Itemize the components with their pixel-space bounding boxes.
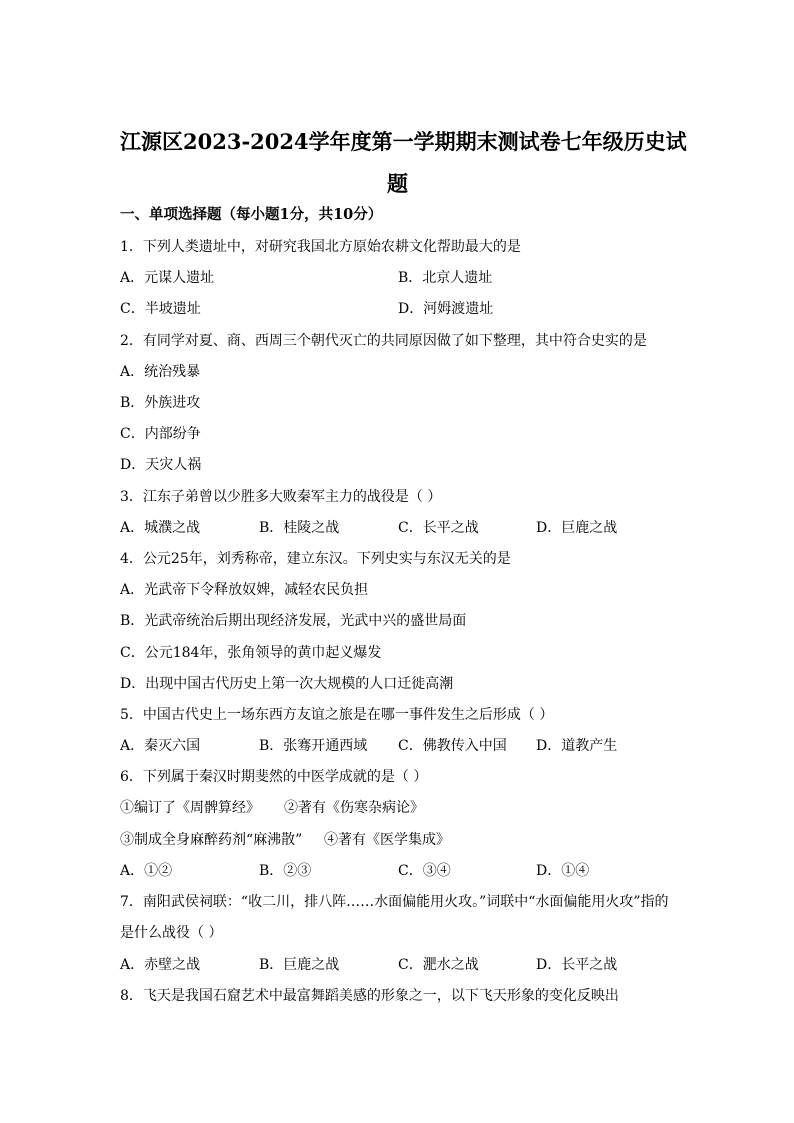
- question-5-option-c: C．佛教传入中国: [398, 738, 507, 754]
- question-5-option-d: D．道教产生: [536, 738, 618, 754]
- question-6-items-row-2: [120, 830, 680, 850]
- question-6-option-b: B．②③: [259, 863, 312, 879]
- question-2-option-c: C．内部纷争: [120, 426, 201, 442]
- exam-title-line-2: 题: [387, 171, 408, 196]
- question-3-option-b: B．桂陵之战: [259, 520, 340, 536]
- question-7-stem-line-1: 7．南阳武侯祠联：“收二川，排八阵……水面偏能用火攻。”词联中“水面偏能用火攻”指的: [120, 894, 669, 910]
- question-1-options-row-2: [120, 299, 680, 319]
- question-7-options: [120, 955, 680, 975]
- question-3-option-d: D．巨鹿之战: [536, 520, 618, 536]
- question-1-option-b: B．北京人遗址: [398, 270, 493, 286]
- question-5-option-b: B．张骞开通西域: [259, 738, 368, 754]
- question-4-option-a: A．光武帝下令释放奴婢，减轻农民负担: [120, 582, 369, 598]
- question-6-option-d: D．①④: [536, 863, 590, 879]
- question-4-option-d: D．出现中国古代历史上第一次大规模的人口迁徙高潮: [120, 676, 454, 692]
- question-6-stem: 6．下列属于秦汉时期斐然的中医学成就的是（ ）: [120, 769, 428, 785]
- question-3-options: [120, 518, 680, 538]
- exam-title-line-1: 江源区2023-2024学年度第一学期期末测试卷七年级历史试: [120, 129, 687, 154]
- question-6-items-row-1: [120, 798, 680, 818]
- question-7-option-c: C．淝水之战: [398, 957, 479, 973]
- question-4-option-c: C．公元184年，张角领导的黄巾起义爆发: [120, 645, 382, 661]
- question-5-options: [120, 736, 680, 756]
- question-7-option-d: D．长平之战: [536, 957, 618, 973]
- question-1-option-c: C．半坡遗址: [120, 301, 201, 317]
- question-1-options-row-1: [120, 268, 680, 288]
- question-6-options: [120, 861, 680, 881]
- question-2-stem: 2．有同学对夏、商、西周三个朝代灭亡的共同原因做了如下整理，其中符合史实的是: [120, 333, 647, 349]
- question-2-option-a: A．统治残暴: [120, 364, 201, 380]
- question-3-option-c: C．长平之战: [398, 520, 479, 536]
- question-3-stem: 3．江东子弟曾以少胜多大败秦军主力的战役是（ ）: [120, 489, 442, 505]
- question-6-item-4: ④著有《医学集成》: [324, 832, 450, 848]
- question-1-stem: 1．下列人类遗址中，对研究我国北方原始农耕文化帮助最大的是: [120, 239, 521, 255]
- question-4-option-b: B．光武帝统治后期出现经济发展，光武中兴的盛世局面: [120, 613, 467, 629]
- question-7-option-b: B．巨鹿之战: [259, 957, 340, 973]
- section-heading: 一、单项选择题（每小题1分，共10分）: [120, 206, 383, 223]
- question-5-option-a: A．秦灭六国: [120, 738, 201, 754]
- question-4-stem: 4．公元25年，刘秀称帝，建立东汉。下列史实与东汉无关的是: [120, 551, 511, 567]
- question-8-stem: 8．飞天是我国石窟艺术中最富舞蹈美感的形象之一，以下飞天形象的变化反映出: [120, 988, 619, 1004]
- question-2-option-d: D．天灾人祸: [120, 457, 202, 473]
- question-5-stem: 5．中国古代史上一场东西方友谊之旅是在哪一事件发生之后形成（ ）: [120, 707, 554, 723]
- question-6-item-2: ②著有《伤寒杂病论》: [284, 800, 424, 816]
- question-7-stem-line-2: 是什么战役（ ）: [120, 925, 223, 941]
- question-1-option-d: D．河姆渡遗址: [398, 301, 494, 317]
- question-7-option-a: A．赤壁之战: [120, 957, 201, 973]
- question-1-option-a: A．元谋人遗址: [120, 270, 215, 286]
- question-6-item-3: ③制成全身麻醉药剂“麻沸散”: [120, 832, 303, 848]
- question-6-option-a: A．①②: [120, 863, 173, 879]
- question-3-option-a: A．城濮之战: [120, 520, 201, 536]
- question-6-item-1: ①编订了《周髀算经》: [120, 800, 260, 816]
- question-6-option-c: C．③④: [398, 863, 451, 879]
- question-2-option-b: B．外族进攻: [120, 395, 201, 411]
